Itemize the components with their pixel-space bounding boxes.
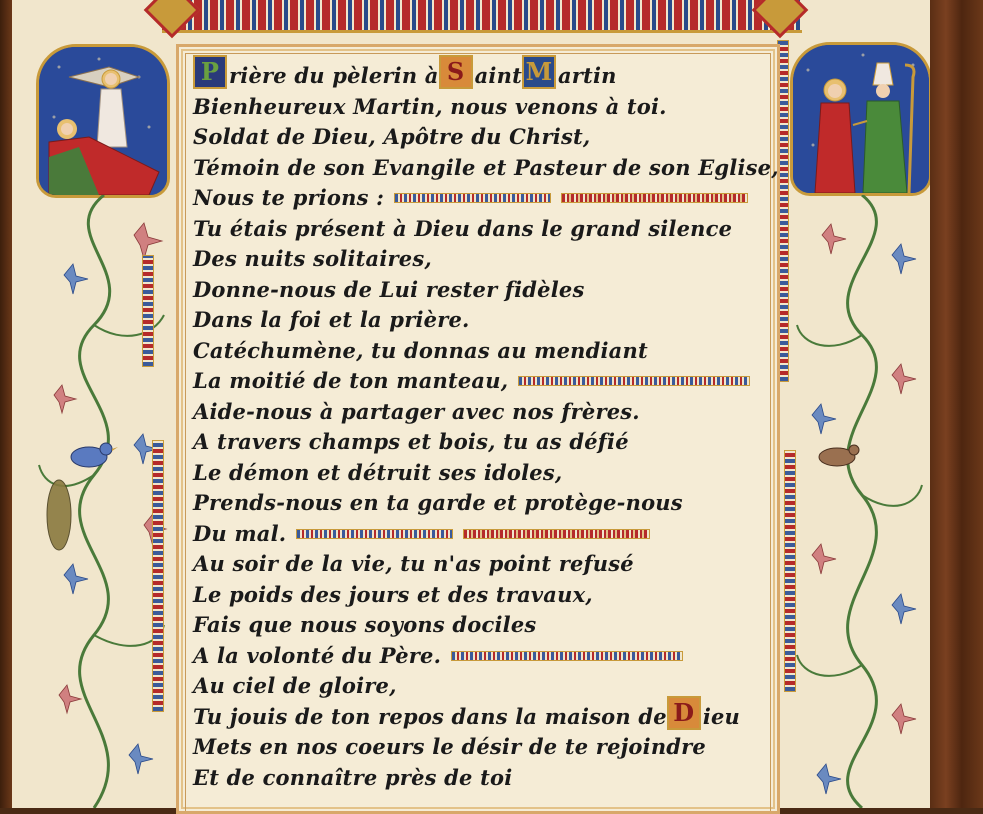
line-filler-ornament [561,193,748,203]
prayer-line-text: Des nuits solitaires, [193,246,432,271]
prayer-line [193,427,763,458]
prayer-line [193,366,763,397]
prayer-line [193,732,763,763]
prayer-line-text: Aide-nous à partager avec nos frères. [193,398,640,424]
prayer-line [193,92,763,123]
angel-saint-martin-illustration [39,47,167,195]
illuminated-initial: P [193,55,227,89]
prayer-line-text: La moitié de ton manteau, [193,368,509,393]
line-filler-ornament [463,529,650,539]
line-filler-ornament [451,651,683,661]
prayer-text-panel [176,44,780,814]
prayer-line [193,336,763,367]
right-decorative-rod-lower [784,450,796,692]
prayer-line [193,641,763,672]
wooden-frame-right [930,0,983,808]
prayer-line-text: Le poids des jours et des travaux, [193,581,593,607]
prayer-line [193,214,763,245]
right-floral-border [782,195,932,808]
prayer-line-text: Au ciel de gloire, [193,673,397,698]
right-vine-ornament [782,195,932,808]
prayer-line-text: Du mal. [193,520,287,546]
prayer-line [193,697,763,733]
prayer-line [193,122,763,153]
prayer-line [193,610,763,641]
prayer-line-text: artin [557,63,617,88]
prayer-lines [193,57,779,793]
left-decorative-rod-upper [142,255,154,367]
prayer-line-text: Au soir de la vie, tu n'as point refusé [193,551,634,576]
prayer-line-text: Mets en nos coeurs le désir de te rejoindre [193,734,706,759]
left-miniature [36,44,170,198]
prayer-line-text: Prends-nous en ta garde et protège-nous [193,490,683,515]
prayer-line-text: Tu jouis de ton repos dans la maison de [193,703,667,729]
left-decorative-rod-lower [152,440,164,712]
illuminated-manuscript-page [12,0,930,808]
prayer-line [193,763,763,794]
prayer-line-text: rière du pèlerin à [229,63,439,88]
prayer-line [193,458,763,489]
prayer-line-text: Nous te prions : [193,185,385,210]
prayer-line-text: Témoin de son Evangile et Pasteur de son Eglise, [193,154,779,180]
wooden-frame-left [0,0,12,808]
illuminated-initial: D [667,696,701,730]
prayer-line-text: Donne-nous de Lui rester fidèles [193,276,585,302]
line-filler-ornament [518,376,750,386]
prayer-line-text: A travers champs et bois, tu as défié [193,429,629,454]
prayer-line [193,275,763,306]
prayer-line [193,488,763,519]
prayer-line-text: A la volonté du Père. [193,642,442,668]
illuminated-initial: S [439,55,473,89]
prayer-line-text: Et de connaître près de toi [193,764,513,790]
illuminated-initial: M [522,55,556,89]
bird-icon [819,445,859,466]
prayer-line [193,57,763,92]
prayer-line-text: Soldat de Dieu, Apôtre du Christ, [193,124,591,149]
prayer-line-text: Le démon et détruit ses idoles, [193,459,563,485]
top-decorative-band [162,0,802,33]
prayer-line-text: Dans la foi et la prière. [193,307,470,332]
prayer-line [193,183,763,214]
prayer-line-text: Bienheureux Martin, nous venons à toi. [193,93,667,119]
prayer-line [193,580,763,611]
prayer-line [193,305,763,336]
right-miniature [790,42,932,196]
prayer-line [193,153,779,184]
prayer-line-text: Catéchumène, tu donnas au mendiant [193,337,648,363]
prayer-line-text: ieu [702,703,741,729]
prayer-line [193,244,763,275]
prayer-line [193,397,763,428]
line-filler-ornament [394,193,551,203]
prayer-line-text: Fais que nous soyons dociles [193,612,537,637]
prayer-line-text: aint [474,63,522,88]
bird-icon [71,443,118,467]
prayer-line [193,549,763,580]
prayer-line-text: Tu étais présent à Dieu dans le grand silence [193,215,733,241]
line-filler-ornament [296,529,453,539]
prayer-line [193,519,763,550]
saint-martin-bishop-illustration [793,45,929,193]
